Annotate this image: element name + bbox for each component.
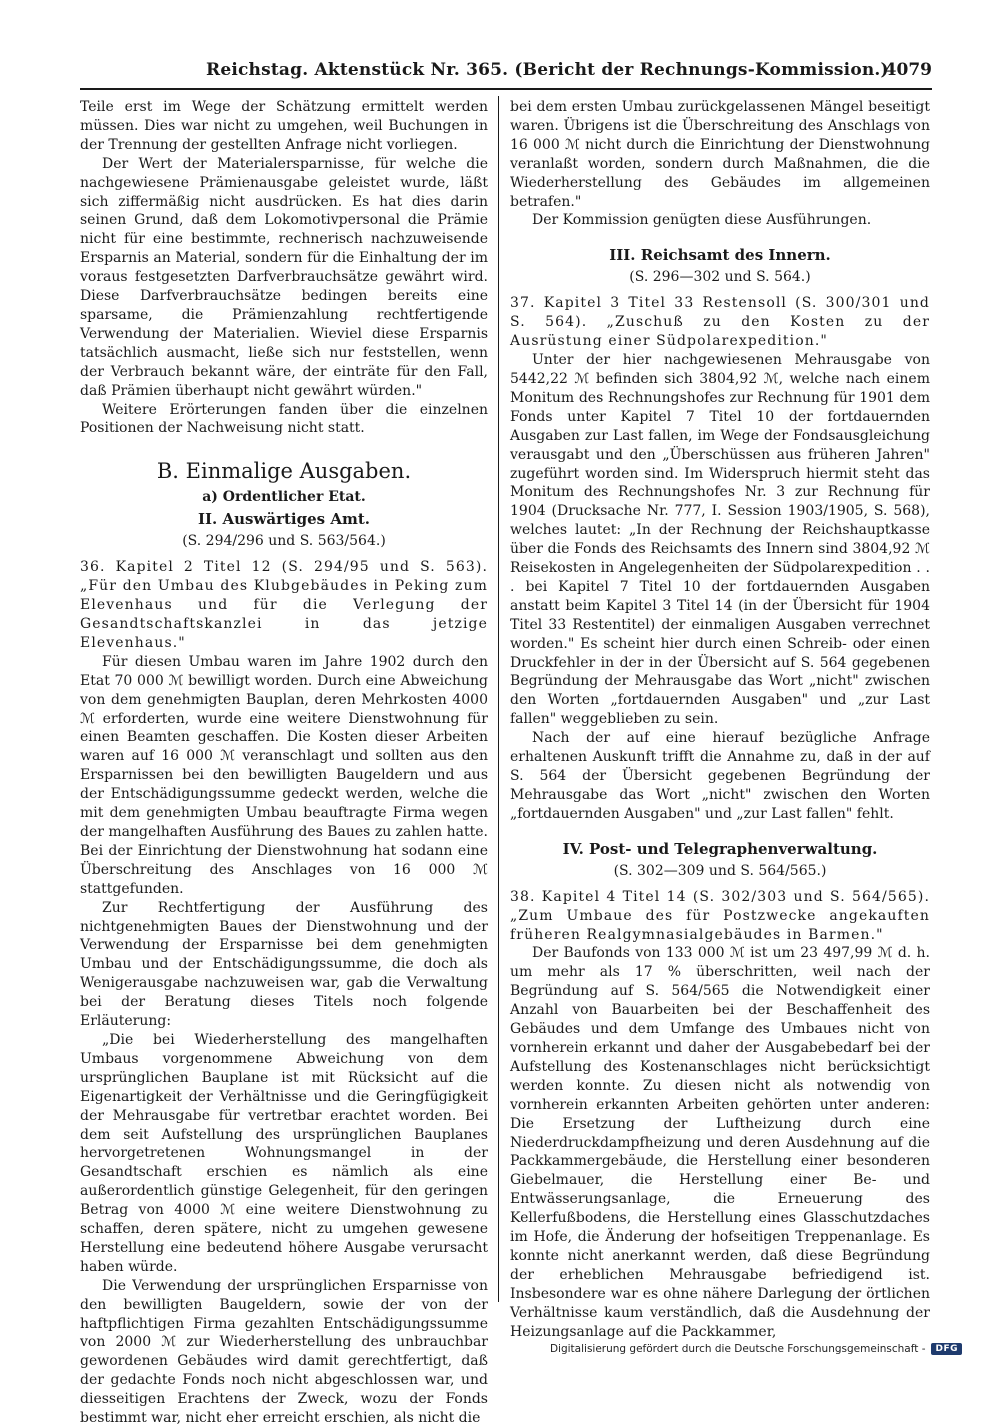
paragraph: Zur Rechtfertigung der Ausführung des nichtgenehmigten Baues der Dienstwohnung und der Verwendung der Ersparnisse bei dem genehmigten Umbau und der Entschädigungssumme, die doch als Wenigerausgabe nachzuweisen war, gab die Verwaltung bei der Beratung dieses Titels noch folgende Erläuterung: [80, 899, 488, 1030]
section-heading-ii: II. Auswärtiges Amt. [198, 510, 370, 529]
page-header [80, 58, 932, 88]
item-heading-37: 37. Kapitel 3 Titel 33 Restensoll (S. 300/301 und S. 564). „Zuschuß zu den Kosten zu der Ausrüstung einer Südpolarexpedition." [510, 295, 930, 350]
section-pages: (S. 296—302 und S. 564.) [629, 269, 811, 286]
paragraph: bei dem ersten Umbau zurückgelassenen Mängel beseitigt waren. Übrigens ist die Überschreitung des Anschlags von 16 000 ℳ nicht durch die Einrichtung der Dienstwohnung veranlaßt worden, sondern durch Maßnahmen, die die Wiederherstellung des Gebäudes im allgemeinen betrafen." [510, 99, 930, 210]
dfg-logo: DFG [931, 1343, 962, 1355]
section-pages: (S. 302—309 und S. 564/565.) [613, 862, 827, 879]
paragraph: Weitere Erörterungen fanden über die einzelnen Positionen der Nachweisung nicht statt. [80, 401, 488, 437]
paragraph: Der Baufonds von 133 000 ℳ ist um 23 497,99 ℳ d. h. um mehr als 17 % überschritten, weil nach der Begründung auf S. 564/565 die Notwendigkeit einer Anzahl von Bauarbeiten bei der Beschaffenheit des Gebäudes und dem Umfange des Umbaues nicht von vornherein erkannt und daher der Ausgabebedarf bei der Aufstellung des Kostenanschlages nicht berücksichtigt werden konnte. Zu diesen nicht als notwendig von vornherein erkannten Arbeiten gehörten unter anderen: Die Ersetzung der Luftheizung durch eine Niederdruckdampfheizung und deren Ausdehnung auf die Packkammergebäude, die Herstellung einer besonderen Giebelmauer, die Herstellung einer Be- und Entwässerungsanlage, die Erneuerung des Kellerfußbodens, die Herstellung eines Glasschutzdaches im Hofe, die Änderung der hofseitigen Treppenanlage. Es konnte nicht anerkannt werden, daß diese Begründung der erheblichen Mehrausgabe befriedigend ist. Insbesondere war es ohne nähere Darlegung der örtlichen Verhältnisse kaum verständlich, daß die Ausdehnung der Heizungsanlage auf die Packkammer, [510, 945, 930, 1340]
header-title: Reichstag. Aktenstück Nr. 365. (Bericht der Rechnungs-Kommission.) [206, 60, 889, 80]
page-number: 4079 [884, 60, 932, 80]
item-heading-36: 36. Kapitel 2 Titel 12 (S. 294/95 und S. 563). „Für den Umbau des Klubgebäudes in Peking zum Elevenhaus und für die Verlegung der Gesandtschaftskanzlei in das jetzige Elevenhaus." [80, 559, 488, 651]
column-divider [498, 96, 499, 1302]
paragraph: „Die bei Wiederherstellung des mangelhaften Umbaus vorgenommene Abweichung von dem ursprünglichen Bauplane ist mit Rücksicht auf die Eigenartigkeit der Verhältnisse und die Geringfügigkeit der Mehrausgabe für vertretbar erachtet worden. Bei dem seit Aufstellung des ursprünglichen Bauplanes hervorgetretenen Wohnungsmangel in der Gesandtschaft erschien es nämlich als eine außerordentlich günstige Gelegenheit, für den geringen Betrag von 4000 ℳ eine weitere Dienstwohnung zu schaffen, deren spätere, nicht zu umgehen gewesene Herstellung eine bedeutend höhere Ausgabe verursacht haben würde. [80, 1031, 488, 1275]
paragraph: Für diesen Umbau waren im Jahre 1902 durch den Etat 70 000 ℳ bewilligt worden. Durch eine Abweichung von dem genehmigten Bauplan, deren Mehrkosten 4000 ℳ erforderten, wurde eine weitere Dienstwohnung für einen Beamten geschaffen. Die Kosten dieser Arbeiten waren auf 16 000 ℳ veranschlagt und sollten aus den Ersparnissen bei den bewilligten Baugeldern und aus der Entschädigungssumme gedeckt werden, welche die mit dem genehmigten Umbau beauftragte Firma wegen der mangelhaften Ausführung des Baues zu zahlen hatte. Bei der Einrichtung der Dienstwohnung hat sodann eine Überschreitung des Anschlages von 16 000 ℳ stattgefunden. [80, 653, 488, 897]
left-column [80, 98, 488, 1428]
item-heading-38: 38. Kapitel 4 Titel 14 (S. 302/303 und S. 564/565). „Zum Umbaue des für Postzwecke angekauften früheren Realgymnasialgebäudes in Barmen." [510, 888, 930, 943]
paragraph: Unter der hier nachgewiesenen Mehrausgabe von 5442,22 ℳ befinden sich 3804,92 ℳ, welche nach einem Monitum des Rechnungshofes zur Rechnung für 1901 dem Fonds unter Kapitel 7 Titel 10 der fortdauernden Ausgaben zur Last fallen, im Wege der Fondsausgleichung verausgabt und den „Überschüssen aus früheren Jahren" zugeführt worden sind. Im Widerspruch hiermit steht das Monitum des Rechnungshofes Nr. 3 zur Rechnung für 1904 (Drucksache Nr. 777, I. Session 1903/1905, S. 568), welches lautet: „In der Rechnung der Reichshauptkasse über die Fonds des Reichsamts des Innern sind 3804,92 ℳ Reisekosten in Angelegenheiten der Südpolarexpedition . . . bei Kapitel 7 Titel 10 der fortdauernden Ausgaben anstatt beim Kapitel 3 Titel 14 (in der Übersicht für 1904 Titel 33 Restentitel) der einmaligen Ausgaben verrechnet worden." Es scheint hier durch einen Schreib- oder einen Druckfehler in der in der Übersicht auf S. 564 gegebenen Begründung der Mehrausgabe das Wort „nicht" zwischen den Worten „fortdauernden Ausgaben" und „zur Last fallen" weggeblieben zu sein. [510, 352, 930, 728]
paragraph: Teile erst im Wege der Schätzung ermittelt werden müssen. Dies war nicht zu umgehen, weil Buchungen in der Trennung der gestellten Anfrage nicht vorliegen. [80, 99, 488, 153]
section-pages: (S. 294/296 und S. 563/564.) [182, 533, 386, 550]
paragraph: Der Kommission genügten diese Ausführungen. [532, 212, 872, 229]
section-subheading-a: a) Ordentlicher Etat. [202, 489, 366, 506]
section-heading-iv: IV. Post- und Telegraphenverwaltung. [562, 839, 878, 858]
paragraph: Nach der auf eine hierauf bezügliche Anfrage erhaltenen Auskunft trifft die Annahme zu, daß in der auf S. 564 der Übersicht gegebenen Begründung der Mehrausgabe das Wort „nicht" zwischen den Worten „fortdauernden Ausgaben" und „zur Last fallen" fehlt. [510, 730, 930, 822]
paragraph: Der Wert der Materialersparnisse, für welche die nachgewiesene Prämienausgabe geleistet wurde, läßt sich ziffermäßig nicht ausdrücken. Es hat dies darin seinen Grund, daß dem Lokomotivpersonal die Prämie nicht für eine bestimmte, rechnerisch nachzuweisende Ersparnis an Material, sondern für die Einhaltung der im voraus festgesetzten Darfverbrauchsätze gewährt wird. Diese Darfverbrauchsätze bedingen bereits eine sparsame, die Prämienzahlung rechtfertigende Verwendung der Materialien. Wieviel diese Ersparnis tatsächlich ausmacht, ließe sich nur feststellen, wenn der Verbrauch bekannt wäre, der einträte für den Fall, daß Prämien überhaupt nicht gewährt würden." [80, 155, 488, 399]
section-heading-iii: III. Reichsamt des Innern. [609, 246, 831, 265]
footer-text: Digitalisierung gefördert durch die Deutsche Forschungsgemeinschaft - [549, 1343, 926, 1355]
right-column [510, 98, 930, 1341]
section-heading-b: B. Einmalige Ausgaben. [156, 459, 412, 484]
paragraph: Die Verwendung der ursprünglichen Ersparnisse von den bewilligten Baugeldern, sowie der von der haftpflichtigen Firma gezahlten Entschädigungssumme von 2000 ℳ zur Wiederherstellung des unbrauchbar gewordenen Gebäudes wird damit gerechtfertigt, daß der gedachte Fonds noch nicht abgeschlossen war, und diesseitigen Erachtens der Zweck, wozu der Fonds bestimmt war, nicht eher erreicht erschien, als nicht die [80, 1277, 488, 1427]
header-rule [80, 88, 932, 90]
digitization-footer [550, 1343, 962, 1355]
